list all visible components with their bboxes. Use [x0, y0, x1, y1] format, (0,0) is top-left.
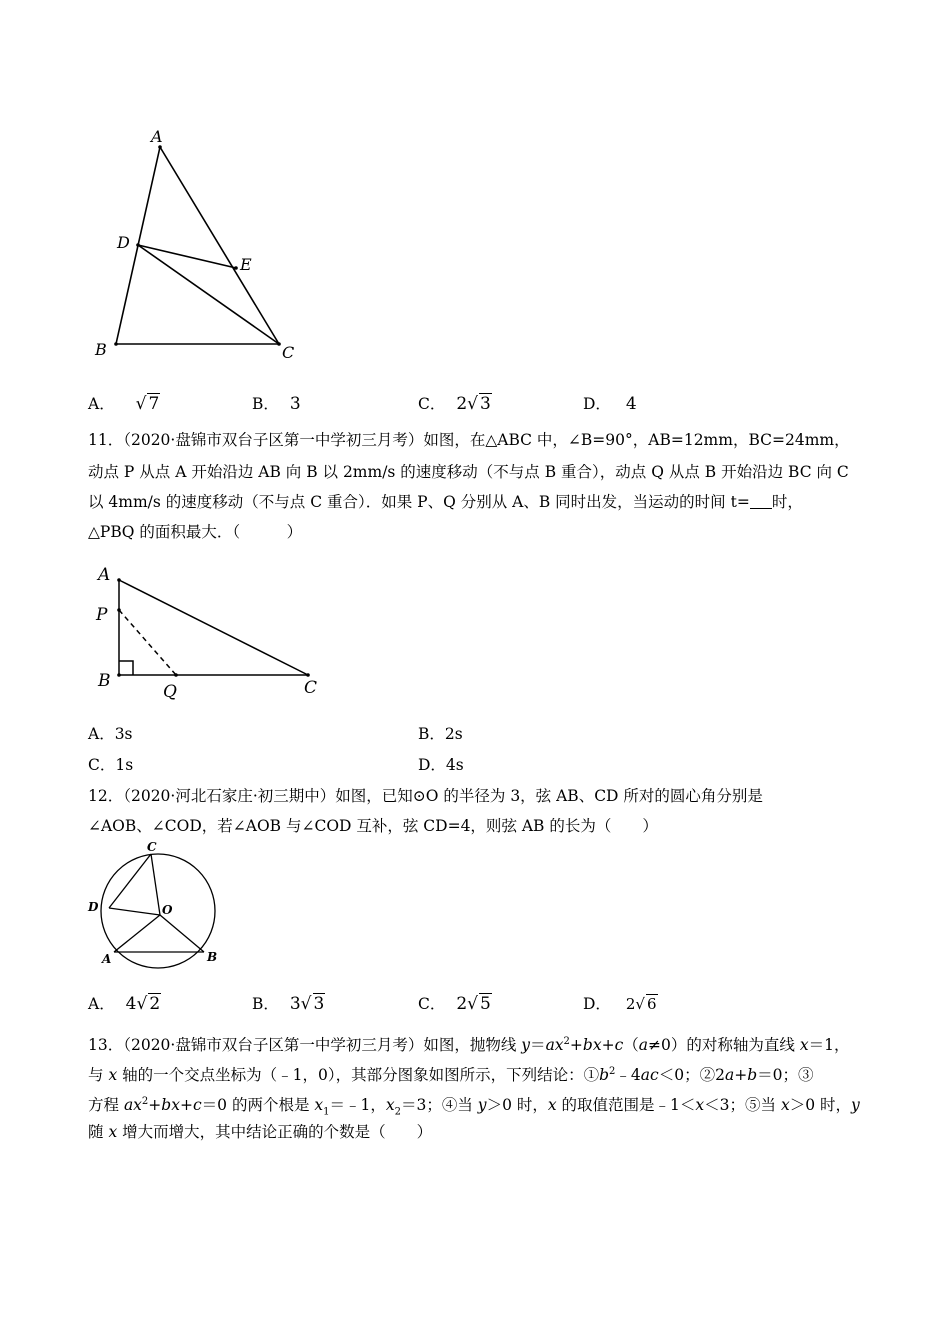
q11-option-c: C．1s [88, 756, 134, 774]
label-b: B [95, 340, 107, 359]
q11-line-4: △PBQ 的面积最大．（ ） [88, 523, 303, 541]
q10-option-a: A． √ 7 [88, 394, 160, 414]
q12-option-a: A． 4√ 2 [88, 994, 161, 1014]
label-a: A [102, 952, 112, 966]
label-b: B [98, 671, 111, 691]
q10-option-b: B． 3 [252, 394, 301, 414]
q10-option-d: D． 4 [583, 394, 637, 414]
q11-line-3: 以 4mm/s 的速度移动（不与点 C 重合）．如果 P、Q 分别从 A、B 同时出发，当运动的时间 t= 时， [88, 493, 803, 511]
q11-option-b: B．2s [418, 725, 463, 743]
label-o: O [162, 903, 173, 917]
q11-option-d: D．4s [418, 756, 464, 774]
label-c: C [147, 840, 157, 854]
q10-option-c: C． 2√ 3 [418, 394, 491, 414]
q12-option-d: D． 2√ 6 [583, 995, 657, 1013]
q12-circle-figure [86, 838, 236, 973]
q11-option-a: A．3s [88, 725, 133, 743]
label-d: D [88, 900, 99, 914]
q10-triangle-figure [86, 125, 316, 365]
q12-line-2: ∠AOB、∠COD，若∠AOB 与∠COD 互补，弦 CD=4，则弦 AB 的长为（ ） [88, 817, 658, 835]
sqrt-value: √ 5 [467, 994, 491, 1014]
sqrt-value: √ 6 [635, 995, 657, 1013]
label-q: Q [163, 682, 177, 702]
label-e: E [240, 255, 252, 274]
label-b: B [207, 950, 218, 964]
label-d: D [117, 233, 130, 252]
q11-line-2: 动点 P 从点 A 开始沿边 AB 向 B 以 2mm/s 的速度移动（不与点 B 重合），动点 Q 从点 B 开始沿边 BC 向 C [88, 463, 849, 481]
q12-line-1: 12．（2020·河北石家庄·初三期中）如图，已知⊙O 的半径为 3，弦 AB、CD 所对的圆心角分别是 [88, 787, 763, 805]
q13-line-4: 随 x 增大而增大，其中结论正确的个数是（ ） [88, 1123, 433, 1141]
q11-triangle-figure [86, 560, 336, 710]
sqrt-value: √ 2 [136, 994, 161, 1014]
sqrt-value: √ 3 [300, 994, 325, 1014]
answer-blank [750, 494, 772, 509]
q12-option-c: C． 2√ 5 [418, 994, 491, 1014]
q13-line-2: 与 x 轴的一个交点坐标为（﹣1，0），其部分图象如图所示，下列结论：$①b^2﹣4ac<0$；②2a+b＝0；③ [88, 1066, 814, 1085]
label-a: A [98, 565, 111, 585]
label-a: A [151, 127, 163, 146]
sqrt-value: √ 7 [135, 394, 160, 414]
label-p: P [96, 605, 108, 625]
label-c: C [304, 678, 318, 698]
q13-line-3: 方程 $ax^2+bx+c=0$ 的两个根是 $x_1=﹣1$，$x_2=3$；④当 y＞0 时，x 的取值范围是﹣1＜x＜3；⑤当 x＞0 时，y [88, 1096, 860, 1118]
sqrt-value: √ 3 [467, 394, 491, 414]
q12-option-b: B． 3√ 3 [252, 994, 325, 1014]
label-c: C [282, 343, 295, 362]
q13-line-1: 13．（2020·盘锦市双台子区第一中学初三月考）如图，抛物线 $y=ax^2+bx+c(a\ne 0)$的对称轴为直线 x＝1， [88, 1036, 850, 1055]
q11-line-1: 11．（2020·盘锦市双台子区第一中学初三月考）如图，在△ABC 中，∠B=90°，AB=12mm，BC=24mm， [88, 431, 850, 449]
